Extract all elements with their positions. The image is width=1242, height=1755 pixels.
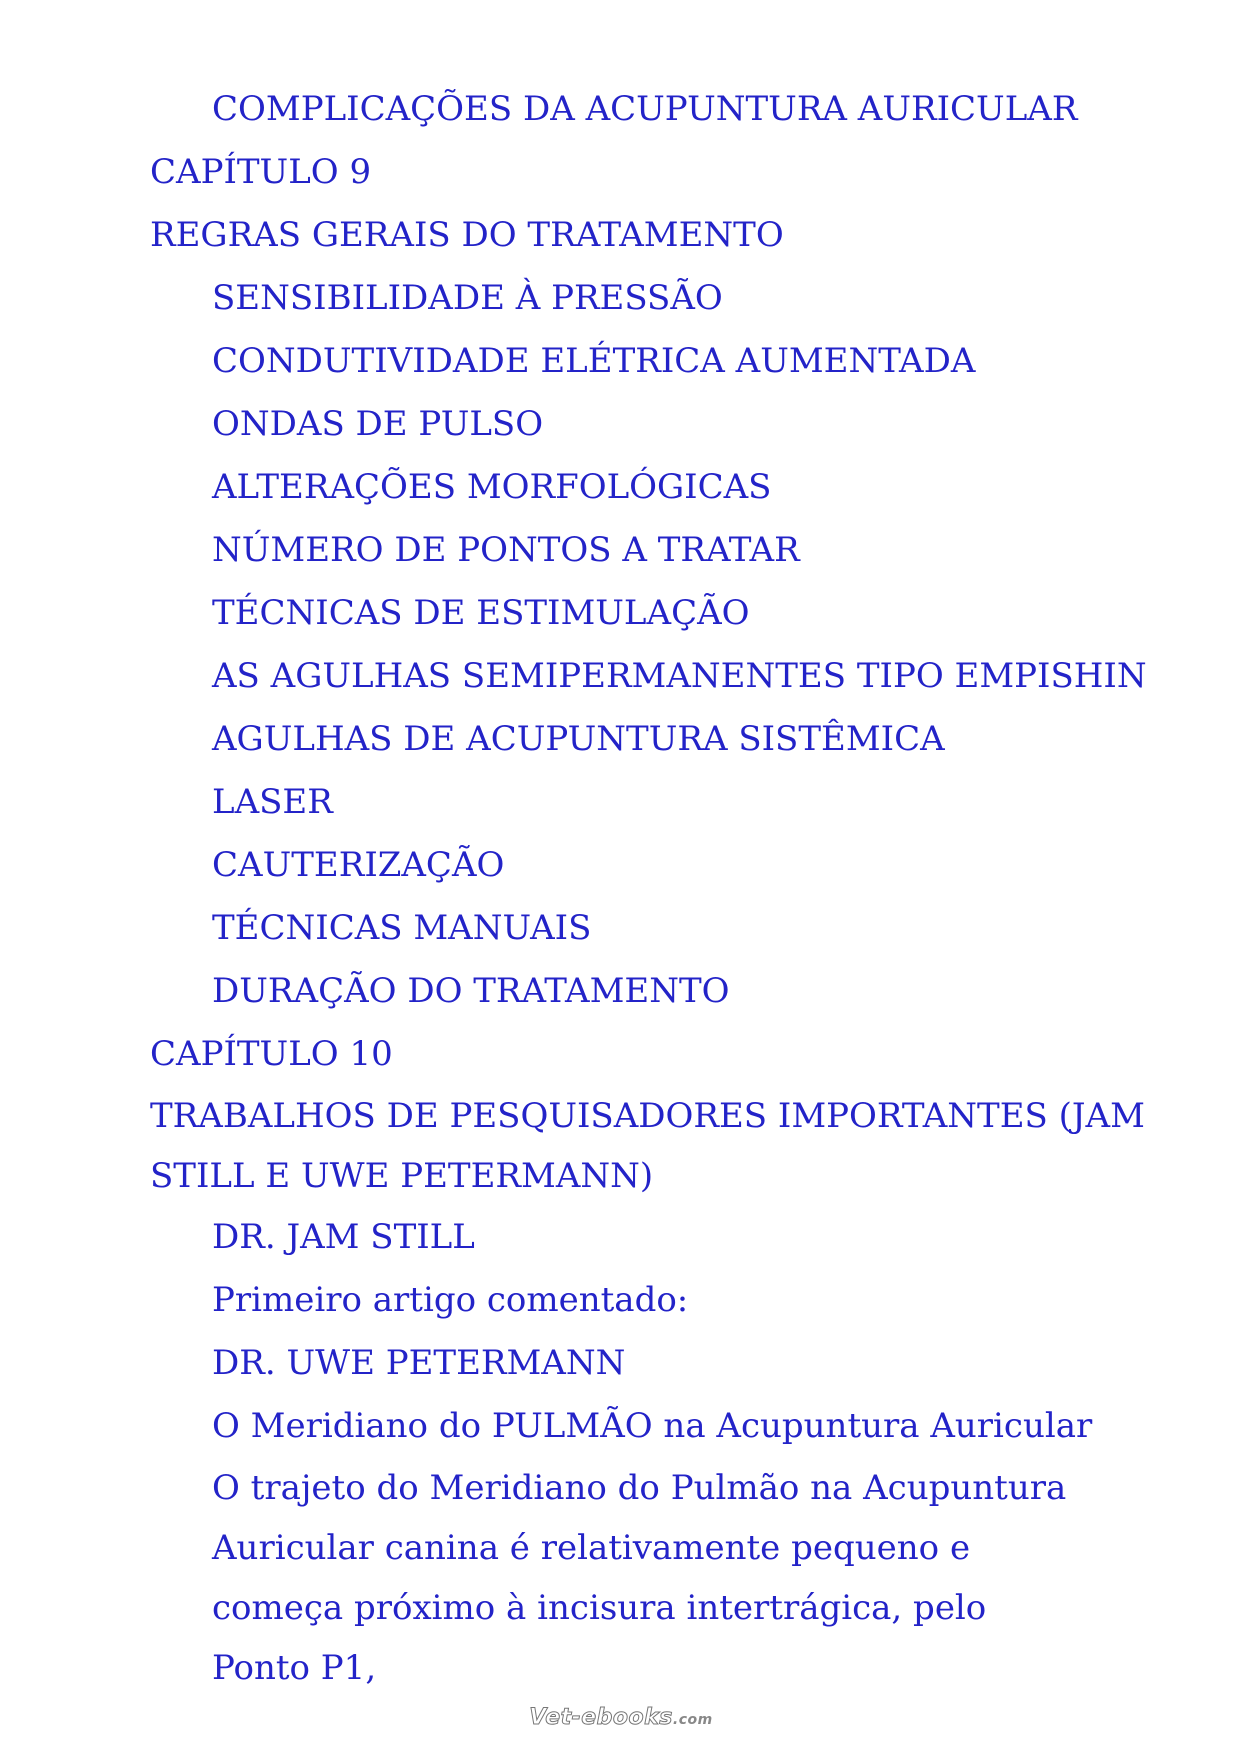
toc-link-dr-uwe-petermann[interactable]: DR. UWE PETERMANN — [212, 1343, 626, 1383]
toc-link-cauterizacao[interactable]: CAUTERIZAÇÃO — [212, 845, 505, 885]
toc-link-condutividade[interactable]: CONDUTIVIDADE ELÉTRICA AUMENTADA — [212, 341, 976, 381]
toc-link-laser[interactable]: LASER — [212, 782, 333, 822]
toc-link-trabalhos-pesquisadores[interactable]: TRABALHOS DE PESQUISADORES IMPORTANTES (JAM STILL E UWE PETERMANN) — [150, 1096, 1145, 1196]
toc-link-tecnicas-estimulacao[interactable]: TÉCNICAS DE ESTIMULAÇÃO — [212, 593, 750, 633]
watermark-brand: Vet-ebooks — [529, 1705, 673, 1730]
toc-link-duracao[interactable]: DURAÇÃO DO TRATAMENTO — [212, 971, 730, 1011]
toc-link-primeiro-artigo[interactable]: Primeiro artigo comentado: — [212, 1280, 689, 1320]
toc-link-dr-jam-still[interactable]: DR. JAM STILL — [212, 1217, 475, 1257]
toc-link-trajeto-meridiano[interactable]: O trajeto do Meridiano do Pulmão na Acupuntura Auricular canina é relativamente pequeno e começa próximo à incisura intertrágica, pelo Ponto P1, — [212, 1468, 1067, 1688]
toc-link-alteracoes[interactable]: ALTERAÇÕES MORFOLÓGICAS — [212, 467, 772, 507]
toc-link-sensibilidade[interactable]: SENSIBILIDADE À PRESSÃO — [212, 278, 723, 318]
watermark-suffix: .com — [672, 1712, 713, 1728]
table-of-contents — [0, 78, 1242, 1698]
watermark-logo — [0, 1705, 1242, 1730]
toc-link-meridiano-pulmao[interactable]: O Meridiano do PULMÃO na Acupuntura Auricular — [212, 1406, 1093, 1446]
toc-link-numero-de-pontos[interactable]: NÚMERO DE PONTOS A TRATAR — [212, 530, 800, 570]
toc-link-ondas-de-pulso[interactable]: ONDAS DE PULSO — [212, 404, 544, 444]
toc-link-tecnicas-manuais[interactable]: TÉCNICAS MANUAIS — [212, 908, 592, 948]
toc-link-agulhas-sistemica[interactable]: AGULHAS DE ACUPUNTURA SISTÊMICA — [212, 719, 945, 759]
toc-link-capitulo-9[interactable]: CAPÍTULO 9 — [150, 152, 372, 192]
toc-link-capitulo-10[interactable]: CAPÍTULO 10 — [150, 1034, 393, 1074]
toc-link-complicacoes[interactable]: COMPLICAÇÕES DA ACUPUNTURA AURICULAR — [212, 89, 1078, 129]
toc-link-agulhas-semipermanentes[interactable]: AS AGULHAS SEMIPERMANENTES TIPO EMPISHIN — [212, 656, 1147, 696]
toc-link-regras-gerais[interactable]: REGRAS GERAIS DO TRATAMENTO — [150, 215, 784, 255]
